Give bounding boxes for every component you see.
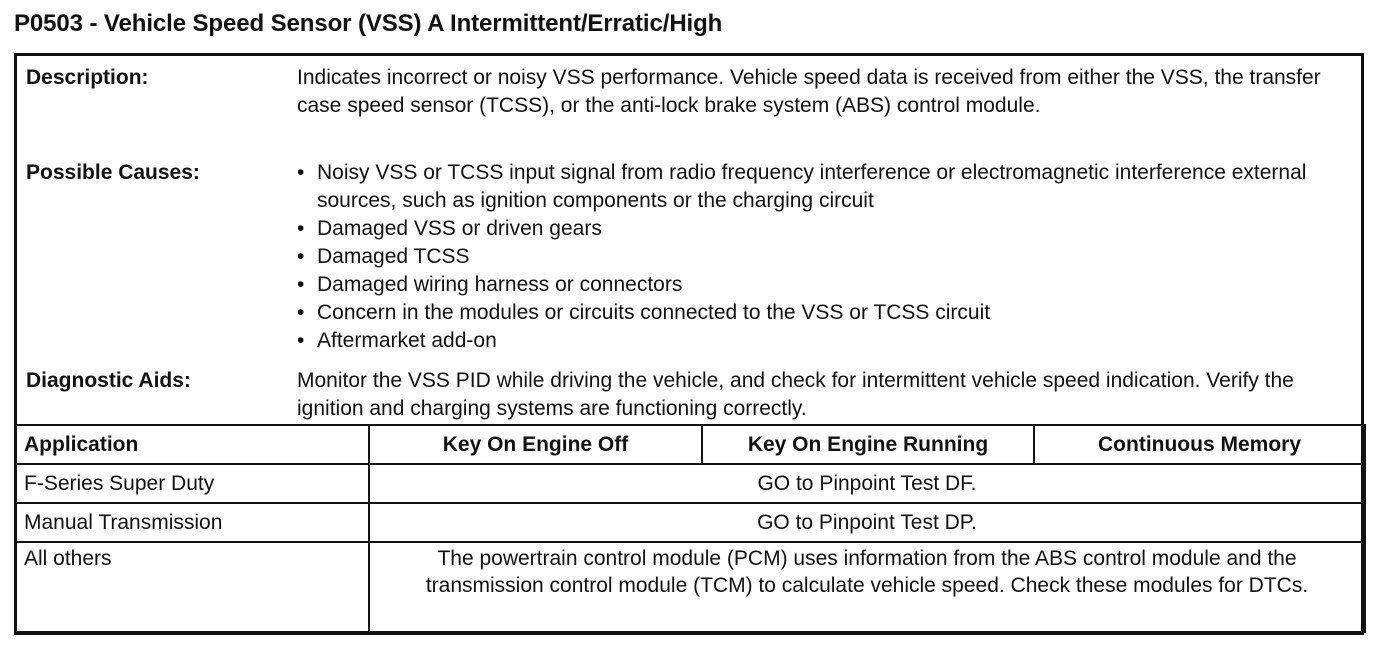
- dtc-info-box: [14, 53, 1364, 635]
- list-item: • Damaged VSS or driven gears: [297, 215, 1357, 243]
- application-cell: Manual Transmission: [15, 503, 369, 542]
- header-key-on-engine-running: Key On Engine Running: [702, 425, 1034, 464]
- list-item: • Damaged TCSS: [297, 243, 1357, 271]
- list-item: • Concern in the modules or circuits connected to the VSS or TCSS circuit: [297, 299, 1357, 327]
- action-cell: GO to Pinpoint Test DF.: [369, 464, 1365, 503]
- action-cell: The powertrain control module (PCM) uses information from the ABS control module and the transmission control module (TCM) to calculate vehicle speed. Check these modules for DTCs.: [369, 542, 1365, 632]
- possible-causes-label: Possible Causes:: [26, 161, 200, 184]
- table-header-row: [15, 425, 1365, 464]
- list-item: • Aftermarket add-on: [297, 327, 1357, 355]
- list-item: • Damaged wiring harness or connectors: [297, 271, 1357, 299]
- page-title: P0503 - Vehicle Speed Sensor (VSS) A Intermittent/Erratic/High: [14, 10, 723, 37]
- description-label: Description:: [26, 66, 149, 89]
- diagnostic-aids-label: Diagnostic Aids:: [26, 369, 191, 392]
- application-table: [14, 424, 1366, 633]
- table-row: [15, 503, 1365, 542]
- diagnostic-aids-text: Monitor the VSS PID while driving the vehicle, and check for intermittent vehicle speed indication. Verify the ignition and charging systems are functioning correctly.: [297, 369, 1294, 420]
- application-cell: All others: [15, 542, 369, 632]
- application-cell: F-Series Super Duty: [15, 464, 369, 503]
- possible-causes-list: [297, 159, 1357, 355]
- table-row: [15, 464, 1365, 503]
- possible-causes-list-wrap: [297, 159, 1357, 355]
- description-text: Indicates incorrect or noisy VSS performance. Vehicle speed data is received from either the VSS, the transfer case speed sensor (TCSS), or the anti-lock brake system (ABS) control module.: [297, 66, 1321, 117]
- list-item: • Noisy VSS or TCSS input signal from radio frequency interference or electromagnetic interference external sources, such as ignition components or the charging circuit: [297, 159, 1357, 215]
- header-application: Application: [15, 425, 369, 464]
- table-row: [15, 542, 1365, 632]
- header-key-on-engine-off: Key On Engine Off: [369, 425, 702, 464]
- action-cell: GO to Pinpoint Test DP.: [369, 503, 1365, 542]
- header-continuous-memory: Continuous Memory: [1034, 425, 1365, 464]
